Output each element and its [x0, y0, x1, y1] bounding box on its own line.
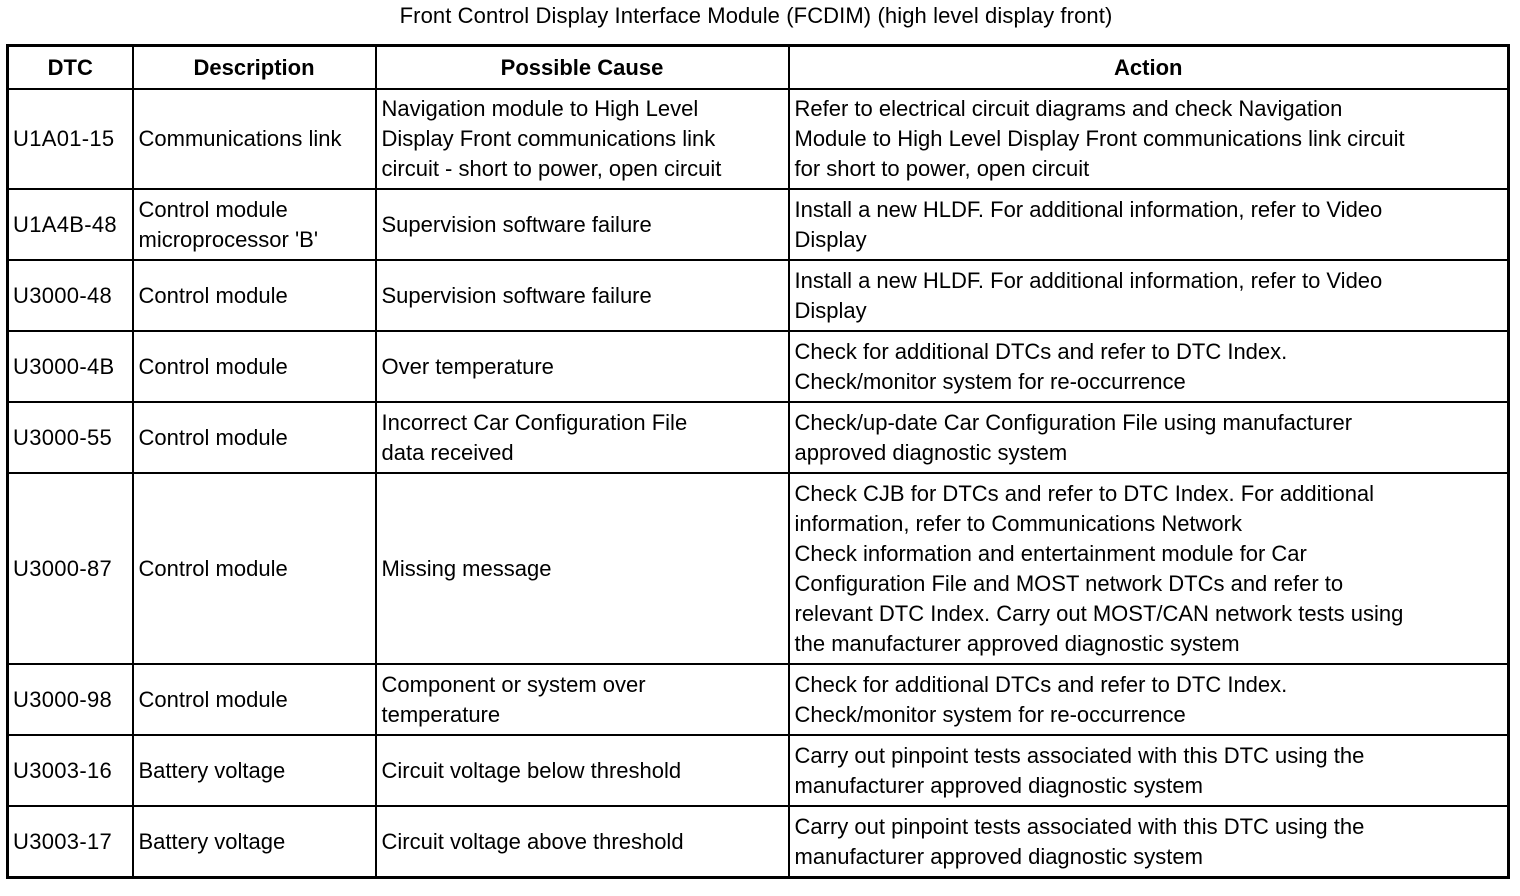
page-title: Front Control Display Interface Module (FCDIM) (high level display front) [399, 3, 1113, 28]
dtc-possible-cause: Supervision software failure [376, 189, 789, 260]
dtc-action: Check for additional DTCs and refer to DTC Index. Check/monitor system for re-occurrence [789, 331, 1509, 402]
column-header-description: Description [133, 46, 376, 90]
dtc-action: Check/up-date Car Configuration File using manufacturer approved diagnostic system [789, 402, 1509, 473]
dtc-table [6, 44, 1510, 879]
dtc-code: U3000-48 [8, 260, 133, 331]
table-row [8, 473, 1509, 664]
dtc-code: U1A01-15 [8, 89, 133, 189]
dtc-action: Carry out pinpoint tests associated with this DTC using the manufacturer approved diagnostic system [789, 806, 1509, 878]
dtc-code: U3000-98 [8, 664, 133, 735]
dtc-code: U3003-17 [8, 806, 133, 878]
dtc-code: U3003-16 [8, 735, 133, 806]
dtc-action: Install a new HLDF. For additional information, refer to Video Display [789, 189, 1509, 260]
dtc-possible-cause: Component or system over temperature [376, 664, 789, 735]
dtc-possible-cause: Supervision software failure [376, 260, 789, 331]
table-row [8, 664, 1509, 735]
dtc-code: U3000-55 [8, 402, 133, 473]
dtc-action: Check CJB for DTCs and refer to DTC Index. For additional information, refer to Communications Network Check information and entertainment module for Car Configuration File and MOST network DTCs and refer to relevant DTC Index. Carry out MOST/CAN network tests using the manufacturer approved diagnostic system [789, 473, 1509, 664]
dtc-possible-cause: Circuit voltage above threshold [376, 806, 789, 878]
table-header-row [8, 46, 1509, 90]
dtc-code: U1A4B-48 [8, 189, 133, 260]
dtc-description: Control module [133, 260, 376, 331]
dtc-possible-cause: Missing message [376, 473, 789, 664]
column-header-possible-cause: Possible Cause [376, 46, 789, 90]
table-row [8, 402, 1509, 473]
column-header-action: Action [789, 46, 1509, 90]
dtc-possible-cause: Incorrect Car Configuration File data received [376, 402, 789, 473]
column-header-dtc: DTC [8, 46, 133, 90]
dtc-description: Battery voltage [133, 806, 376, 878]
table-row [8, 331, 1509, 402]
dtc-action: Refer to electrical circuit diagrams and check Navigation Module to High Level Display Front communications link circuit for short to power, open circuit [789, 89, 1509, 189]
table-row [8, 89, 1509, 189]
dtc-possible-cause: Navigation module to High Level Display Front communications link circuit - short to power, open circuit [376, 89, 789, 189]
dtc-action: Check for additional DTCs and refer to DTC Index. Check/monitor system for re-occurrence [789, 664, 1509, 735]
dtc-code: U3000-87 [8, 473, 133, 664]
dtc-description: Battery voltage [133, 735, 376, 806]
table-row [8, 806, 1509, 878]
dtc-description: Control module [133, 402, 376, 473]
table-row [8, 189, 1509, 260]
dtc-action: Carry out pinpoint tests associated with this DTC using the manufacturer approved diagnostic system [789, 735, 1509, 806]
dtc-description: Control module [133, 664, 376, 735]
dtc-action: Install a new HLDF. For additional information, refer to Video Display [789, 260, 1509, 331]
dtc-possible-cause: Over temperature [376, 331, 789, 402]
table-row [8, 735, 1509, 806]
dtc-description: Control module microprocessor 'B' [133, 189, 376, 260]
dtc-description: Control module [133, 473, 376, 664]
dtc-description: Control module [133, 331, 376, 402]
table-row [8, 260, 1509, 331]
dtc-description: Communications link [133, 89, 376, 189]
dtc-possible-cause: Circuit voltage below threshold [376, 735, 789, 806]
dtc-code: U3000-4B [8, 331, 133, 402]
